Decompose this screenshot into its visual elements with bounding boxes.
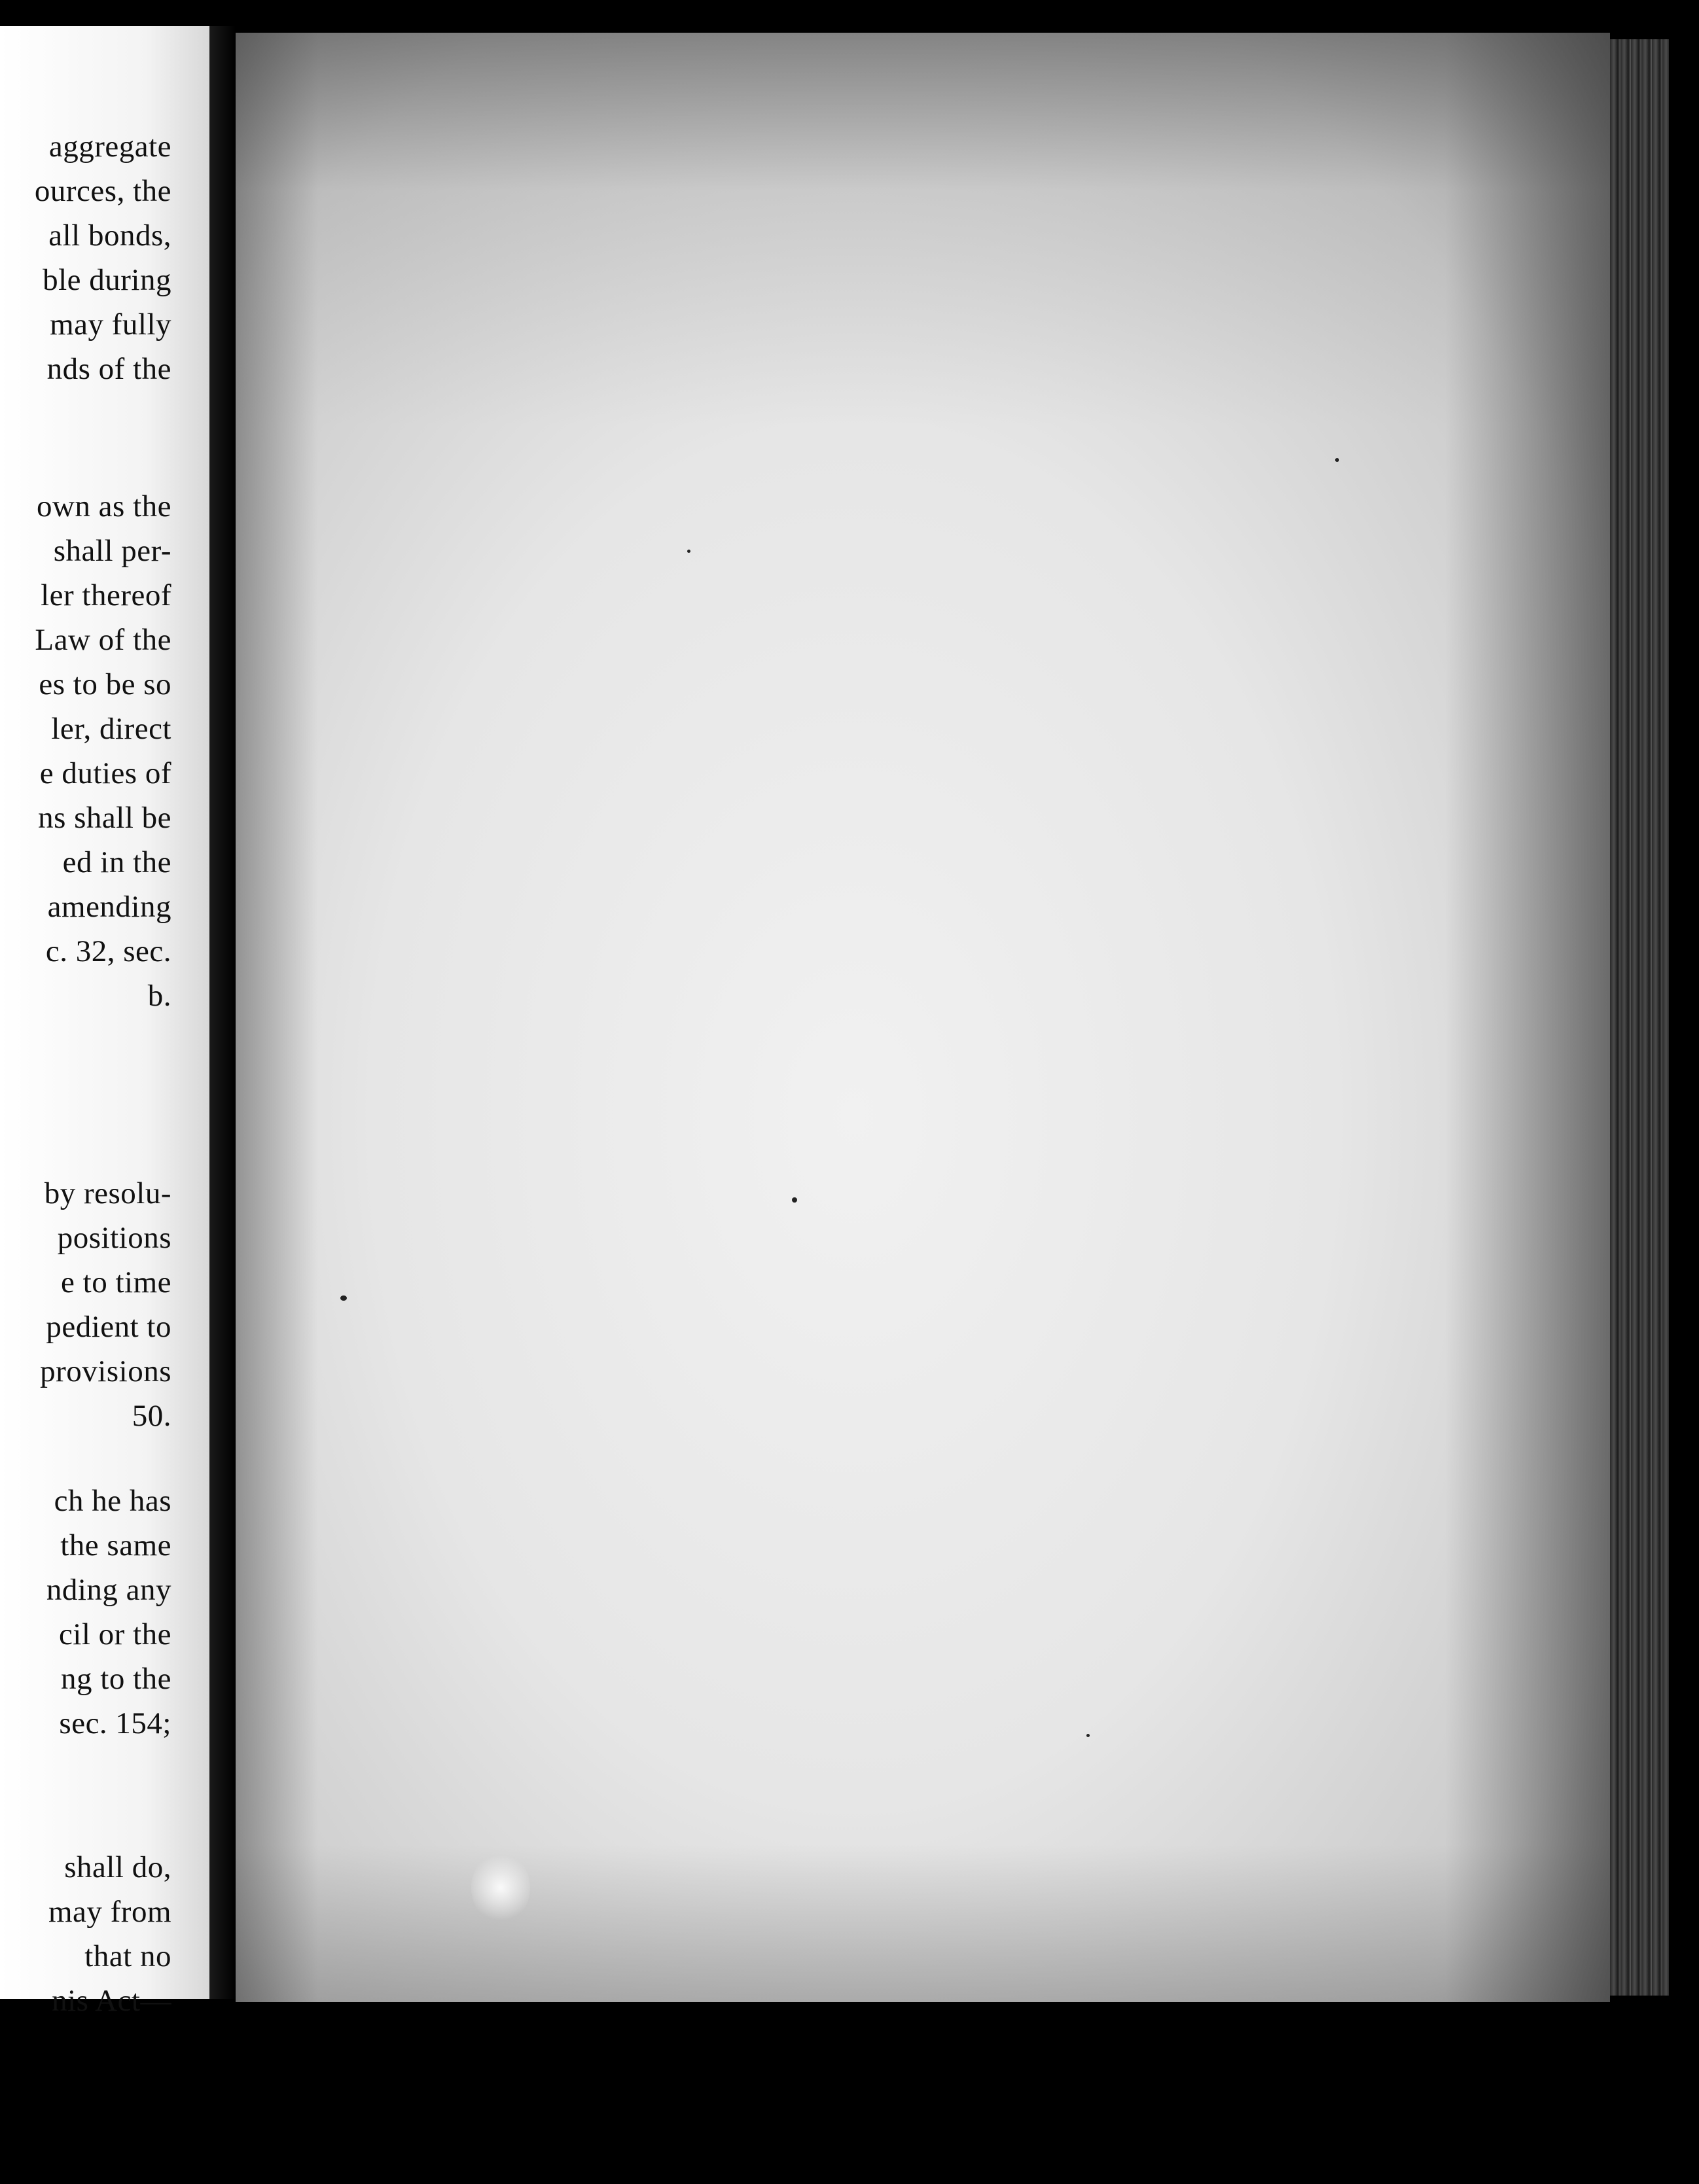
text-line: shall per- bbox=[53, 534, 171, 568]
text-line: 50. bbox=[132, 1399, 171, 1433]
text-line: the same bbox=[60, 1528, 171, 1562]
paragraph-1 bbox=[0, 124, 171, 391]
text-line: positions bbox=[57, 1221, 171, 1255]
text-line: all bonds, bbox=[48, 219, 171, 253]
text-line: may from bbox=[48, 1895, 171, 1929]
text-line: ler, direct bbox=[51, 712, 171, 746]
paper-smudge bbox=[471, 1852, 530, 1924]
text-line: nds of the bbox=[46, 352, 171, 386]
paper-speck bbox=[1335, 458, 1339, 462]
text-line: ns shall be bbox=[38, 801, 171, 835]
paper-speck bbox=[1086, 1734, 1090, 1737]
text-line: nis Act— bbox=[52, 1984, 171, 2018]
text-line: aggregate bbox=[48, 130, 171, 164]
paragraph-3 bbox=[0, 1171, 171, 1438]
text-line: b. bbox=[147, 979, 171, 1013]
text-line: shall do, bbox=[64, 1850, 171, 1884]
blank-page bbox=[236, 33, 1610, 2002]
text-line: pedient to bbox=[46, 1310, 171, 1344]
page-edge-stack bbox=[1610, 39, 1669, 1996]
text-line: provisions bbox=[40, 1354, 171, 1388]
text-line: may fully bbox=[50, 308, 171, 342]
text-line: cil or the bbox=[58, 1617, 171, 1651]
text-line: e to time bbox=[61, 1265, 171, 1299]
text-line: nding any bbox=[46, 1573, 171, 1607]
text-line: that no bbox=[84, 1939, 171, 1973]
gutter-shadow bbox=[209, 26, 236, 1999]
paragraph-4 bbox=[0, 1479, 171, 1746]
text-line: own as the bbox=[36, 489, 171, 523]
text-line: ble during bbox=[43, 263, 171, 297]
text-line: ch he has bbox=[54, 1484, 171, 1518]
text-line: Law of the bbox=[35, 623, 171, 657]
text-line: ng to the bbox=[61, 1662, 171, 1696]
text-line: ler thereof bbox=[41, 578, 171, 612]
text-line: e duties of bbox=[39, 756, 171, 790]
text-line: by resolu- bbox=[44, 1176, 171, 1210]
text-line: es to be so bbox=[39, 667, 171, 701]
left-page-fragment bbox=[0, 26, 209, 2018]
paper-speck bbox=[792, 1197, 797, 1203]
paper-speck bbox=[340, 1295, 347, 1301]
text-line: ed in the bbox=[62, 845, 171, 879]
paragraph-5 bbox=[0, 1845, 171, 2023]
text-line: amending bbox=[47, 890, 171, 924]
text-line: sec. 154; bbox=[59, 1706, 171, 1740]
text-line: ources, the bbox=[34, 174, 171, 208]
paragraph-2 bbox=[0, 484, 171, 1018]
paper-speck bbox=[687, 550, 690, 553]
text-line: c. 32, sec. bbox=[45, 934, 171, 968]
